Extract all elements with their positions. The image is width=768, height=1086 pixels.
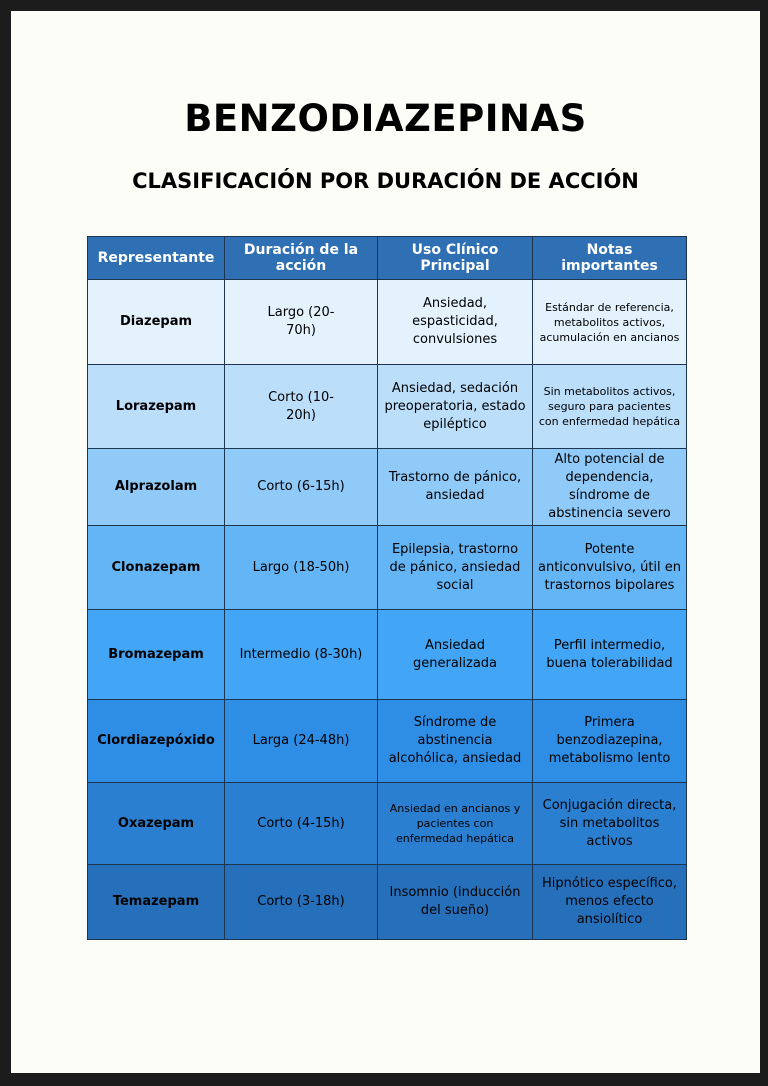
cell-notas: Estándar de referencia, metabolitos activos, acumulación en ancianos xyxy=(533,280,687,365)
cell-notas: Conjugación directa, sin metabolitos activos xyxy=(533,783,687,865)
cell-uso: Ansiedad, sedación preoperatoria, estado epiléptico xyxy=(378,365,533,449)
table-header-row xyxy=(88,237,687,280)
cell-uso: Insomnio (inducción del sueño) xyxy=(378,865,533,940)
cell-notas: Alto potencial de dependencia, síndrome de abstinencia severo xyxy=(533,449,687,526)
cell-representante: Diazepam xyxy=(88,280,225,365)
cell-notas: Hipnótico específico, menos efecto ansiolítico xyxy=(533,865,687,940)
header-uso-clinico: Uso Clínico Principal xyxy=(378,237,533,280)
benzodiazepine-table xyxy=(87,236,687,940)
table-row xyxy=(88,365,687,449)
cell-duracion: Larga (24-48h) xyxy=(225,700,378,783)
page-title: BENZODIAZEPINAS xyxy=(184,97,587,140)
table-row xyxy=(88,610,687,700)
cell-uso: Ansiedad en ancianos y pacientes con enfermedad hepática xyxy=(378,783,533,865)
cell-representante: Bromazepam xyxy=(88,610,225,700)
cell-notas: Sin metabolitos activos, seguro para pacientes con enfermedad hepática xyxy=(533,365,687,449)
table-row xyxy=(88,700,687,783)
cell-uso: Ansiedad, espasticidad, convulsiones xyxy=(378,280,533,365)
cell-duracion: Corto (3-18h) xyxy=(225,865,378,940)
cell-duracion: Largo (20-70h) xyxy=(225,280,378,365)
header-duracion: Duración de la acción xyxy=(225,237,378,280)
cell-duracion: Intermedio (8-30h) xyxy=(225,610,378,700)
cell-notas: Perfil intermedio, buena tolerabilidad xyxy=(533,610,687,700)
page-subtitle: CLASIFICACIÓN POR DURACIÓN DE ACCIÓN xyxy=(132,169,639,193)
cell-duracion: Corto (10-20h) xyxy=(225,365,378,449)
cell-representante: Clonazepam xyxy=(88,526,225,610)
cell-representante: Temazepam xyxy=(88,865,225,940)
cell-duracion: Largo (18-50h) xyxy=(225,526,378,610)
cell-representante: Alprazolam xyxy=(88,449,225,526)
document-page xyxy=(11,11,760,1073)
cell-uso: Ansiedad generalizada xyxy=(378,610,533,700)
header-representante: Representante xyxy=(88,237,225,280)
table-row xyxy=(88,526,687,610)
cell-duracion: Corto (6-15h) xyxy=(225,449,378,526)
cell-notas: Potente anticonvulsivo, útil en trastornos bipolares xyxy=(533,526,687,610)
cell-representante: Clordiazepóxido xyxy=(88,700,225,783)
table-row xyxy=(88,783,687,865)
cell-representante: Oxazepam xyxy=(88,783,225,865)
cell-uso: Trastorno de pánico, ansiedad xyxy=(378,449,533,526)
table-row xyxy=(88,449,687,526)
cell-representante: Lorazepam xyxy=(88,365,225,449)
cell-notas: Primera benzodiazepina, metabolismo lento xyxy=(533,700,687,783)
header-notas: Notas importantes xyxy=(533,237,687,280)
cell-uso: Síndrome de abstinencia alcohólica, ansiedad xyxy=(378,700,533,783)
table-row xyxy=(88,865,687,940)
table-row xyxy=(88,280,687,365)
cell-duracion: Corto (4-15h) xyxy=(225,783,378,865)
cell-uso: Epilepsia, trastorno de pánico, ansiedad social xyxy=(378,526,533,610)
